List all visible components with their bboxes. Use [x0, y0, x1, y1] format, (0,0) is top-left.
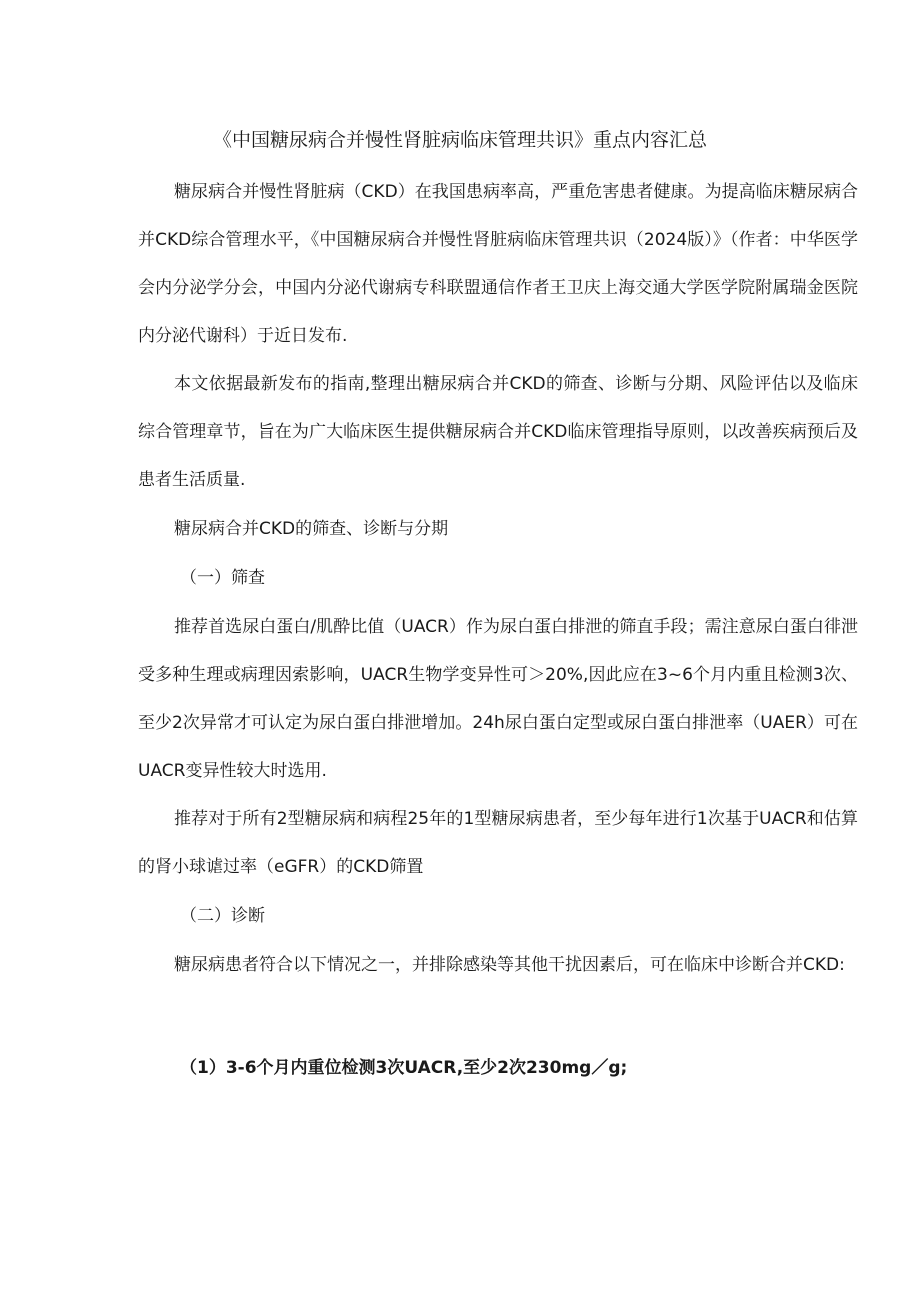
subsection-heading-diagnosis: （二）诊断 [180, 906, 265, 926]
subsection-heading-screening: （一）筛查 [180, 568, 265, 588]
diagnosis-paragraph-1: 糖尿病患者符合以下情况之一，并排除感染等其他干扰因素后，可在临床中诊断合并CKD: [174, 955, 845, 975]
diagnosis-item-1: （1）3-6个月内重位检测3次UACR,至少2次230mg／g; [180, 1058, 628, 1078]
document-title: 《中国糖尿病合并慢性肾脏病临床管理共识》重点内容汇总 [212, 129, 707, 151]
screening-paragraph-1: 推荐首选尿白蛋白/肌酔比值（UACR）作为尿白蛋白排泄的筛直手段；需注意尿白蛋白徘泄受多种生理或病理因索影响，UACR生物学变异性可＞20%,因此应在3~6个月内重且检测3次、至少2次异常才可认定为尿白蛋白排泄增加。24h尿白蛋白定型或尿白蛋白排泄率（UAER）可在UACR变异性较大时选用. [138, 617, 858, 781]
intro-paragraph-2: 本文依据最新发布的指南,整理出糖尿病合并CKD的筛查、诊断与分期、风险评估以及临床综合管理章节，旨在为广大临床医生提供糖尿病合并CKD临床管理指导原则，以改善疾病预后及患者生活质量. [138, 374, 858, 490]
screening-paragraph-2: 推荐对于所有2型糖尿病和病程25年的1型糖尿病患者，至少每年进行1次基于UACR和估算的肾小球谑过率（eGFR）的CKD筛置 [138, 809, 858, 877]
section-heading: 糖尿病合并CKD的筛查、诊断与分期 [174, 519, 449, 539]
intro-paragraph-1: 糖尿病合并慢性肾脏病（CKD）在我国患病率高，严重危害患者健康。为提高临床糖尿病合并CKD综合管理水平，《中国糖尿病合并慢性肾脏病临床管理共识（2024版）》（作者：中华医学会内分泌学分会，中国内分泌代谢病专科联盟通信作者王卫庆上海交通大学医学院附属瑞金医院内分泌代谢科）于近日发布. [138, 182, 858, 346]
